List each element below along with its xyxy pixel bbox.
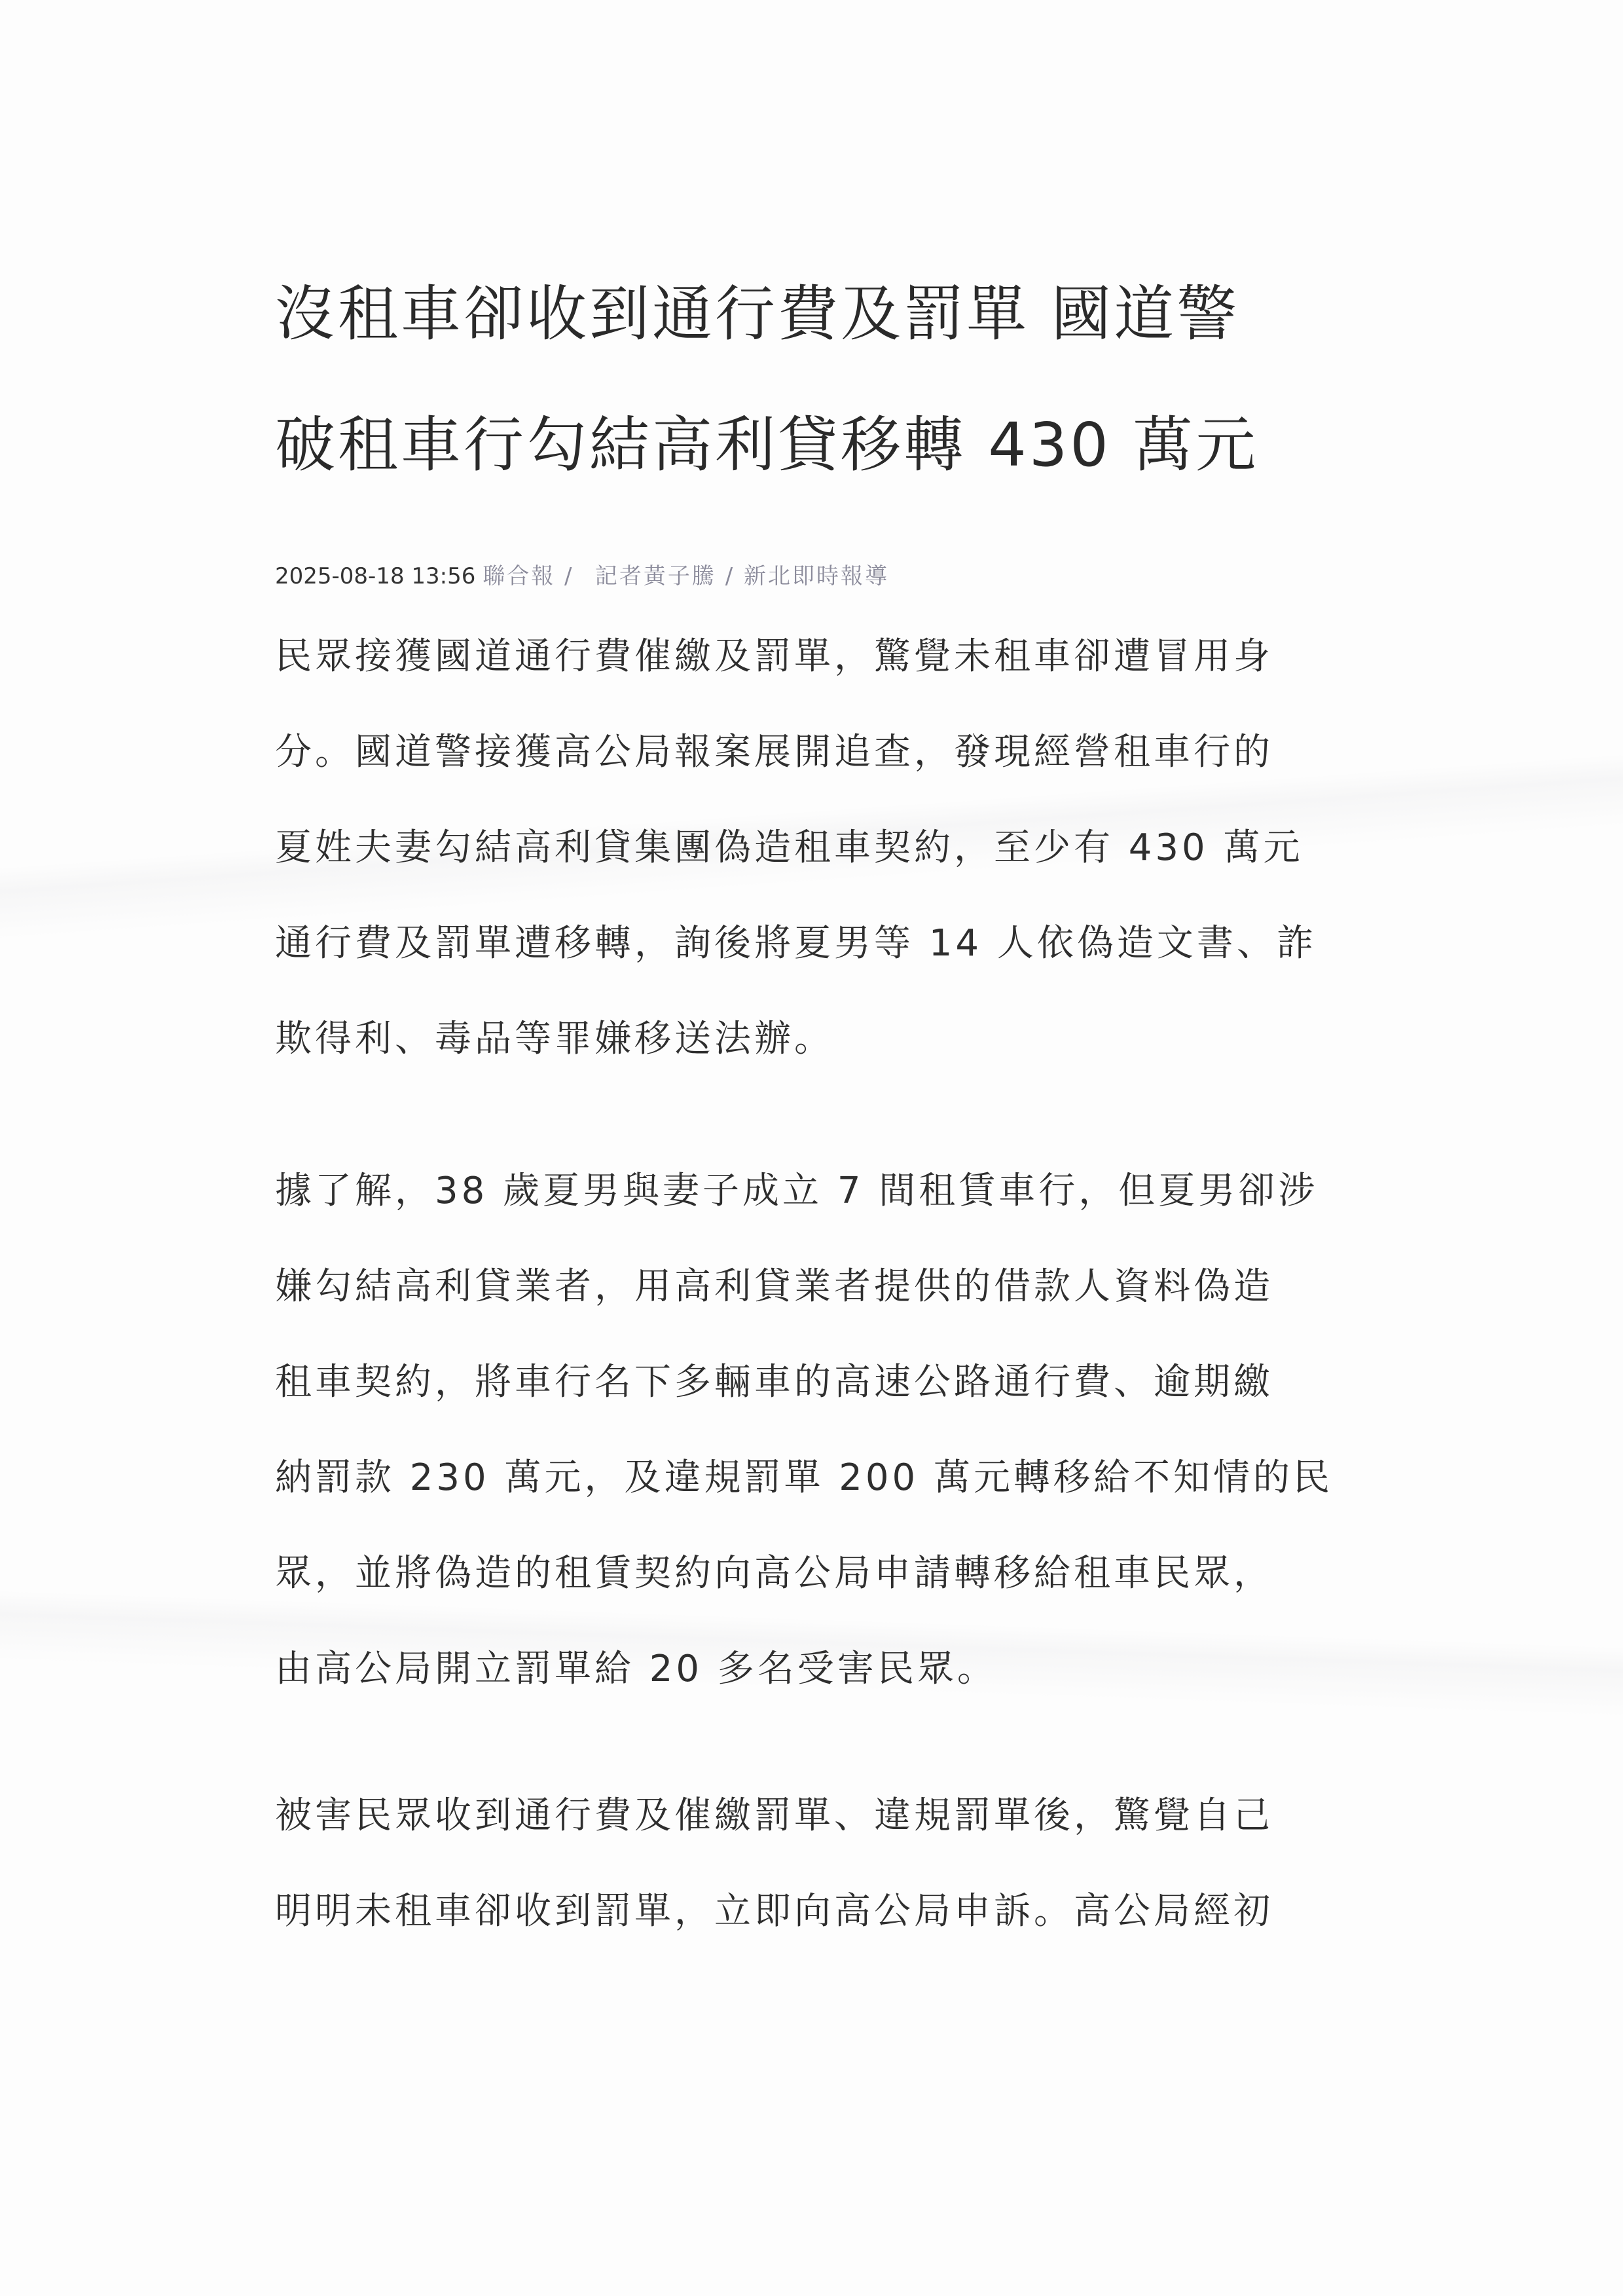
article-paragraph-2 [275, 1143, 1375, 1717]
headline-line-1: 沒租車卻收到通行費及罰單 國道警 [275, 279, 1240, 349]
paragraph-line: 據了解，38 歲夏男與妻子成立 7 間租賃車行，但夏男卻涉 [275, 1170, 1319, 1212]
paragraph-line: 分。國道警接獲高公局報案展開追查，發現經營租車行的 [275, 731, 1273, 773]
paragraph-line: 嫌勾結高利貸業者，用高利貸業者提供的借款人資料偽造 [275, 1265, 1273, 1308]
article-byline [275, 557, 889, 596]
paragraph-line: 欺得利、毒品等罪嫌移送法辦。 [275, 1018, 834, 1060]
article-paragraph-3 [275, 1768, 1375, 1959]
paragraph-line: 夏姓夫妻勾結高利貸集團偽造租車契約，至少有 430 萬元 [275, 826, 1304, 869]
reporter-credit: 記者黃子騰 / 新北即時報導 [594, 563, 889, 589]
article-paragraph-1 [275, 609, 1375, 1087]
paragraph-line: 通行費及罰單遭移轉，詢後將夏男等 14 人依偽造文書、詐 [275, 922, 1317, 965]
paragraph-line: 由高公局開立罰單給 20 多名受害民眾。 [275, 1648, 997, 1690]
paragraph-line: 租車契約，將車行名下多輛車的高速公路通行費、逾期繳 [275, 1361, 1273, 1403]
news-source: 聯合報 / [483, 563, 574, 589]
headline-line-2: 破租車行勾結高利貸移轉 430 萬元 [275, 410, 1259, 480]
paragraph-line: 民眾接獲國道通行費催繳及罰單，驚覺未租車卻遭冒用身 [275, 635, 1273, 678]
paragraph-line: 被害民眾收到通行費及催繳罰單、違規罰單後，驚覺自己 [275, 1794, 1273, 1837]
publish-datetime: 2025-08-18 13:56 [275, 563, 476, 589]
paragraph-line: 眾，並將偽造的租賃契約向高公局申請轉移給租車民眾， [275, 1552, 1273, 1595]
article-headline [275, 249, 1388, 511]
paragraph-line: 明明未租車卻收到罰單，立即向高公局申訴。高公局經初 [275, 1890, 1273, 1933]
paragraph-line: 納罰款 230 萬元，及違規罰單 200 萬元轉移給不知情的民 [275, 1456, 1333, 1499]
